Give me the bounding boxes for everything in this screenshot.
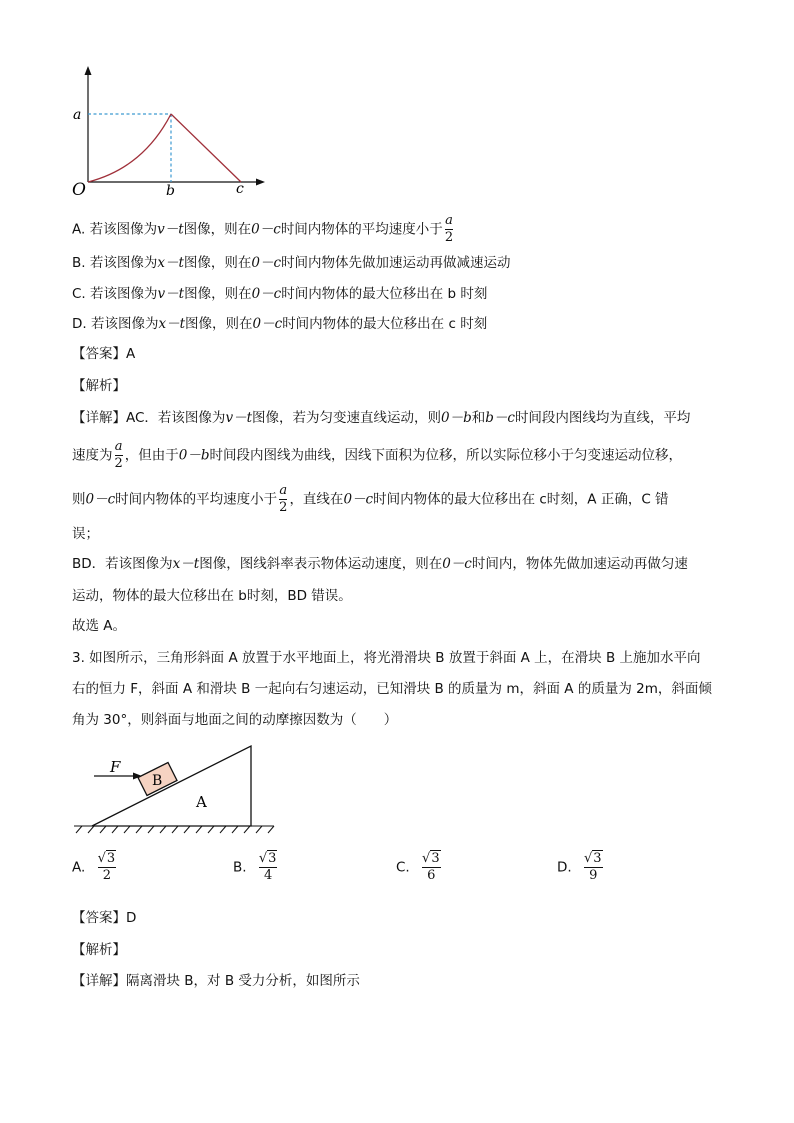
label-c: c bbox=[236, 181, 244, 197]
graph-line-segment bbox=[171, 114, 241, 182]
graph-figure bbox=[68, 64, 278, 200]
label-b: B bbox=[152, 773, 163, 789]
q2-detail-line-4: 误； bbox=[72, 526, 99, 542]
q2-answer: 【答案】A bbox=[72, 346, 136, 362]
label-a: A bbox=[196, 793, 207, 811]
q3-stem-line-3: 角为 30°，则斜面与地面之间的动摩擦因数为（ ） bbox=[72, 712, 398, 728]
label-f: F bbox=[110, 758, 121, 776]
fraction-a-over-2: $\frac{a}{2}$ bbox=[444, 213, 454, 245]
q3-detail: 【详解】隔离滑块 B，对 B 受力分析，如图所示 bbox=[72, 973, 360, 989]
graph-curve bbox=[88, 114, 171, 182]
q2-detail-line-5: BD．若该图像为x－t图像，图线斜率表示物体运动速度，则在0－c时间内，物体先做加速运动再做匀速 bbox=[72, 556, 688, 572]
x-axis-arrow-icon bbox=[256, 179, 265, 186]
q3-answer: 【答案】D bbox=[72, 910, 137, 926]
q3-option-d: D. $\frac{√3}{9}$ bbox=[557, 851, 602, 883]
incline-figure bbox=[70, 742, 282, 834]
q3-option-a: A. $\frac{√3}{2}$ bbox=[72, 851, 116, 883]
q3-stem-line-1: 3. 如图所示，三角形斜面 A 放置于水平地面上，将光滑滑块 B 放置于斜面 A 上，在滑块 B 上施加水平向 bbox=[72, 650, 701, 666]
q3-option-c: C. $\frac{√3}{6}$ bbox=[396, 851, 440, 883]
label-origin: O bbox=[72, 180, 86, 200]
q2-detail-line-3: 则0－c时间内物体的平均速度小于 $\frac{a}{2}$ ，直线在0－c时间内物体的最大位移出在 c时刻，A 正确，C 错 bbox=[72, 483, 669, 515]
q2-detail-line-2: 速度为 $\frac{a}{2}$ ，但由于0－b时间段内图线为曲线，因线下面积为位移，所以实际位移小于匀变速运动位移， bbox=[72, 439, 683, 471]
label-b: b bbox=[166, 183, 175, 199]
q2-option-b: B. 若该图像为x－t图像，则在0－c时间内物体先做加速运动再做减速运动 bbox=[72, 255, 511, 271]
ground-hatching bbox=[74, 826, 274, 833]
q2-detail-line-1: 【详解】AC．若该图像为v－t图像，若为匀变速直线运动，则0－b和b－c时间段内图线均为直线，平均 bbox=[72, 410, 691, 426]
q3-option-b: B. $\frac{√3}{4}$ bbox=[233, 851, 277, 883]
q2-option-d: D. 若该图像为x－t图像，则在0－c时间内物体的最大位移出在 c 时刻 bbox=[72, 316, 488, 332]
q2-analysis-heading: 【解析】 bbox=[72, 378, 126, 394]
q2-detail-line-6: 运动，物体的最大位移出在 b时刻，BD 错误。 bbox=[72, 588, 352, 604]
q2-option-a: A. 若该图像为v－t图像，则在0－c时间内物体的平均速度小于 $\frac{a}{2}$ bbox=[72, 213, 454, 245]
label-a: a bbox=[73, 107, 82, 123]
q2-option-c: C. 若该图像为v－t图像，则在0－c时间内物体的最大位移出在 b 时刻 bbox=[72, 286, 488, 302]
q3-analysis-heading: 【解析】 bbox=[72, 942, 126, 958]
q2-conclusion: 故选 A。 bbox=[72, 618, 127, 634]
q3-stem-line-2: 右的恒力 F，斜面 A 和滑块 B 一起向右匀速运动，已知滑块 B 的质量为 m，斜面 A 的质量为 2m，斜面倾 bbox=[72, 681, 712, 697]
y-axis-arrow-icon bbox=[85, 66, 92, 75]
